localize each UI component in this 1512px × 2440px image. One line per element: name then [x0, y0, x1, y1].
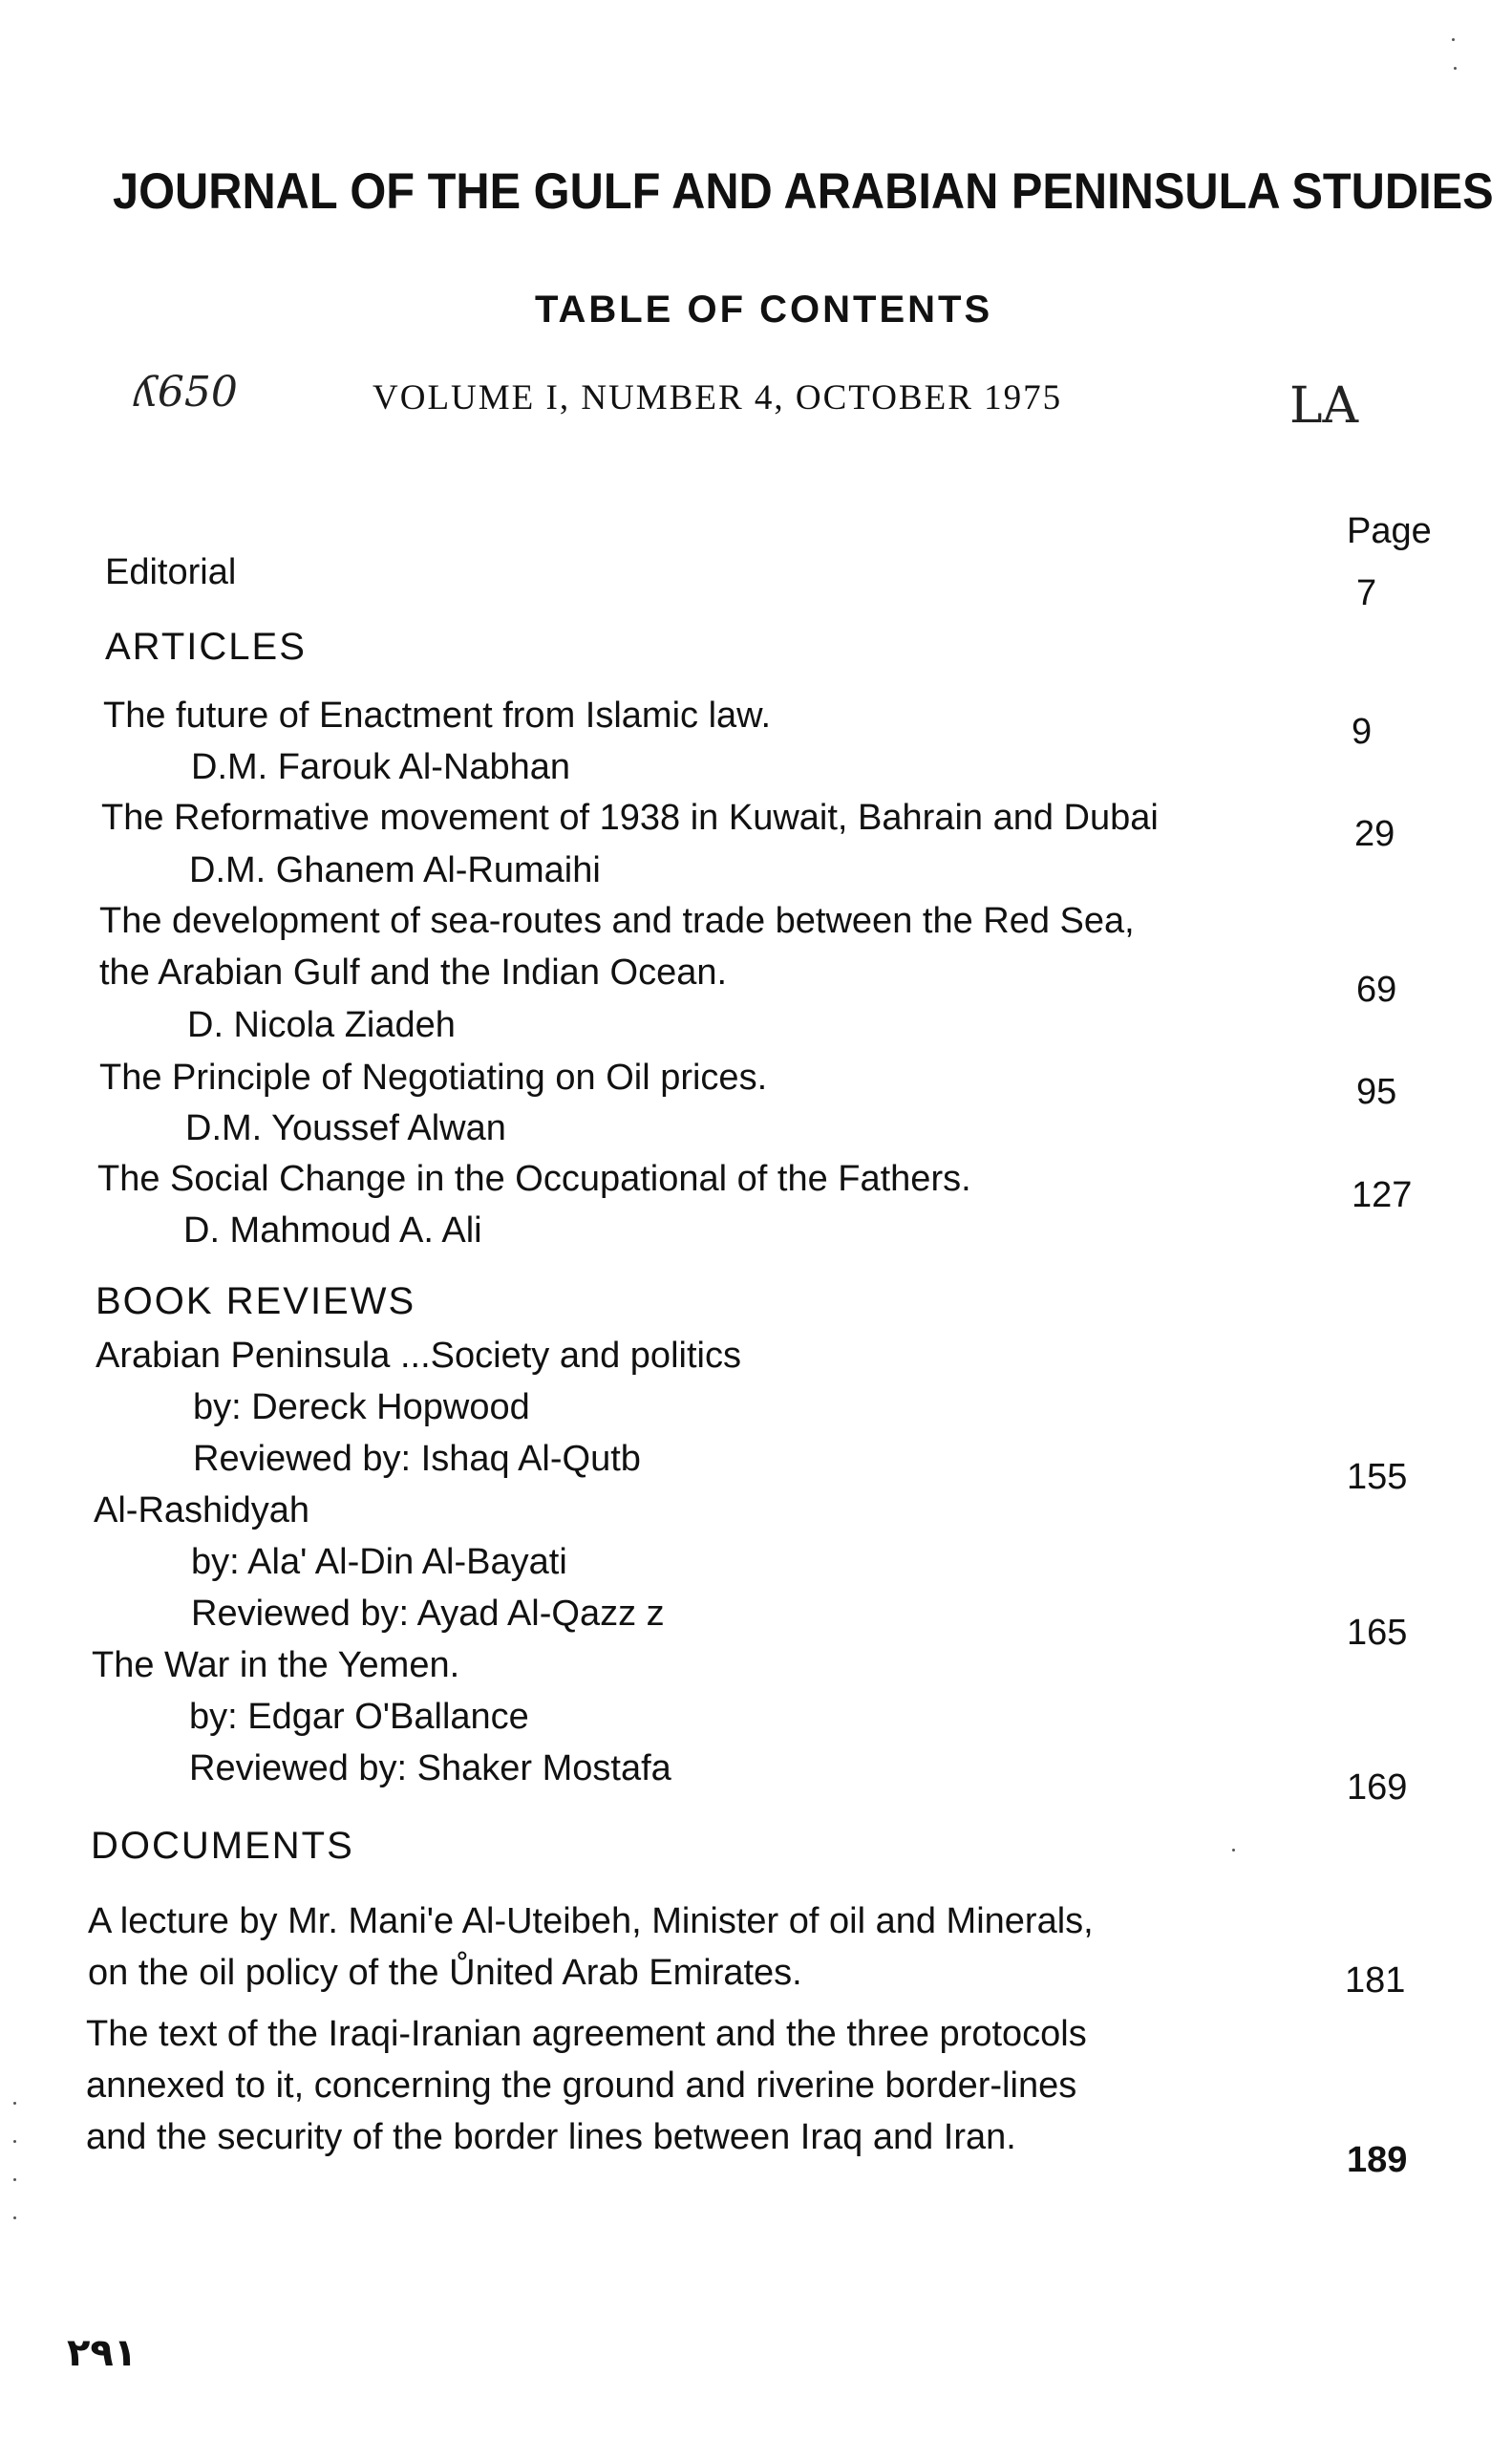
article-page: 127 [1352, 1175, 1413, 1215]
article-title: The Principle of Negotiating on Oil prices. [99, 1058, 768, 1098]
review-by: by: Dereck Hopwood [193, 1387, 530, 1427]
review-by: by: Ala' Al-Din Al-Bayati [191, 1542, 567, 1582]
article-author: D. Nicola Ziadeh [187, 1005, 456, 1045]
review-title: Al-Rashidyah [94, 1490, 309, 1530]
documents-heading: DOCUMENTS [91, 1825, 354, 1867]
article-author: D. Mahmoud A. Ali [183, 1210, 482, 1251]
article-title: The Social Change in the Occupational of the Fathers. [97, 1159, 971, 1199]
scan-speck [13, 2216, 16, 2219]
document-line2: annexed to it, concerning the ground and riverine border-lines [86, 2065, 1077, 2106]
review-page: 169 [1347, 1767, 1408, 1808]
document-line3: and the security of the border lines between Iraq and Iran. [86, 2117, 1016, 2157]
handwritten-note-right: LA [1289, 377, 1359, 435]
article-page: 95 [1356, 1072, 1397, 1112]
document-line1: A lecture by Mr. Mani'e Al-Uteibeh, Minister of oil and Minerals, [88, 1901, 1094, 1941]
review-page: 165 [1347, 1613, 1408, 1653]
articles-heading: ARTICLES [105, 626, 307, 668]
scan-speck [13, 2102, 16, 2105]
review-title: Arabian Peninsula ...Society and politics [96, 1336, 741, 1376]
scan-speck [13, 2178, 16, 2181]
document-line2: on the oil policy of the Ůnited Arab Emirates. [88, 1953, 802, 1993]
document-page: 189 [1347, 2140, 1408, 2180]
scan-speck [1454, 67, 1457, 70]
toc-title: TABLE OF CONTENTS [535, 289, 993, 331]
book-reviews-heading: BOOK REVIEWS [96, 1280, 416, 1322]
review-page: 155 [1347, 1457, 1408, 1497]
article-page: 29 [1354, 814, 1395, 854]
review-reviewed-by: Reviewed by: Ishaq Al-Qutb [193, 1439, 641, 1479]
article-author: D.M. Ghanem Al-Rumaihi [189, 850, 601, 890]
review-reviewed-by: Reviewed by: Shaker Mostafa [189, 1748, 671, 1788]
editorial-page: 7 [1356, 573, 1377, 613]
review-by: by: Edgar O'Ballance [189, 1697, 529, 1737]
review-reviewed-by: Reviewed by: Ayad Al-Qazz z [191, 1594, 665, 1634]
journal-title: JOURNAL OF THE GULF AND ARABIAN PENINSULA STUDIES [113, 163, 1494, 220]
document-line1: The text of the Iraqi-Iranian agreement and the three protocols [86, 2014, 1087, 2054]
editorial-title: Editorial [105, 552, 237, 592]
arabic-page-number: ٢٩١ [67, 2331, 138, 2375]
article-author: D.M. Youssef Alwan [185, 1108, 506, 1148]
article-author: D.M. Farouk Al-Nabhan [191, 747, 571, 787]
scan-speck [13, 2140, 16, 2143]
article-title-line2: the Arabian Gulf and the Indian Ocean. [99, 952, 728, 993]
review-title: The War in the Yemen. [92, 1645, 460, 1685]
article-title-line1: The development of sea-routes and trade between the Red Sea, [99, 901, 1135, 941]
document-page: 181 [1345, 1960, 1406, 2001]
article-title: The Reformative movement of 1938 in Kuwait, Bahrain and Dubai [101, 798, 1159, 838]
volume-line: VOLUME I, NUMBER 4, OCTOBER 1975 [373, 378, 1063, 417]
scan-speck [1232, 1849, 1235, 1851]
page-column-header: Page [1347, 511, 1432, 551]
handwritten-note-left: ʎ650 [134, 368, 238, 417]
article-title: The future of Enactment from Islamic law. [103, 696, 772, 736]
article-page: 9 [1352, 712, 1373, 752]
scan-speck [1452, 38, 1455, 41]
article-page: 69 [1356, 970, 1397, 1010]
